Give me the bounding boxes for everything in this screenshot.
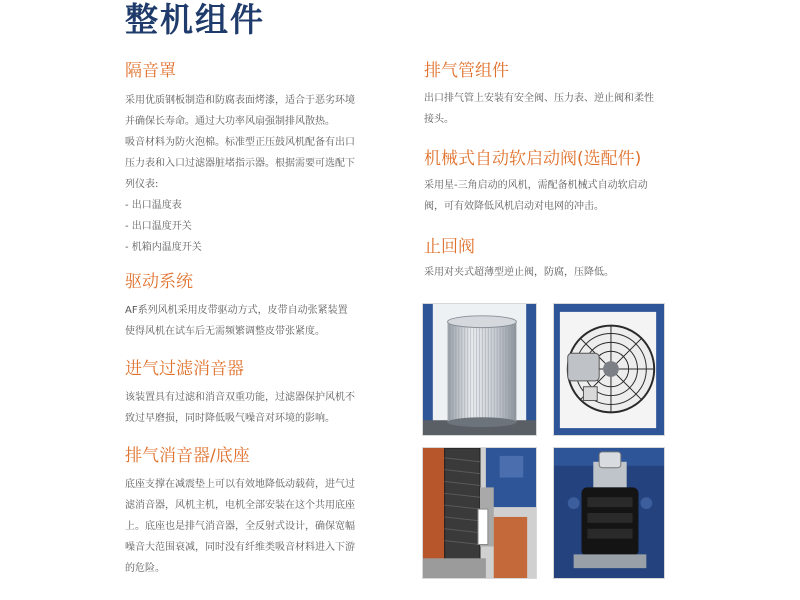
section-text-line: 底座支撑在减震垫上可以有效地降低动载荷，进气过 xyxy=(125,479,355,490)
section-text-line: 采用优质钢板制造和防腐表面烤漆，适合于恶劣环境 xyxy=(125,95,355,106)
section-soundproof-enclosure xyxy=(125,60,355,258)
section-text-line: 并确保长寿命。通过大功率风扇强制排风散热。 xyxy=(125,116,335,127)
instrument-list-item: - 出口温度开关 xyxy=(125,221,192,232)
section-text-line: 列仪表: xyxy=(125,179,159,190)
section-title-intake: 进气过滤消音器 xyxy=(125,359,244,379)
section-check-valve xyxy=(424,236,614,283)
section-exhaust-pipe xyxy=(424,60,654,130)
page-title: 整机组件 xyxy=(125,0,265,39)
section-title-starter: 机械式自动软启动阀(选配件) xyxy=(424,149,642,169)
section-text-line: 采用星-三角启动的风机，需配备机械式自动软启动 xyxy=(424,180,648,191)
section-text-line: 阀，可有效降低风机启动对电网的冲击。 xyxy=(424,201,604,212)
section-text-line: 上。底座也是排气消音器，全反射式设计，确保宽幅 xyxy=(125,521,355,532)
section-text-line: 致过早磨损，同时降低吸气噪音对环境的影响。 xyxy=(125,413,335,424)
section-text-line: 使得风机在试车后无需频繁调整皮带张紧度。 xyxy=(125,326,325,337)
belt-tensioner-photo xyxy=(422,447,537,579)
instrument-list-item: - 出口温度表 xyxy=(125,200,182,211)
section-title-valve: 止回阀 xyxy=(424,237,475,257)
section-title-drive: 驱动系统 xyxy=(125,272,193,292)
section-text-line: 采用对夹式超薄型逆止阀，防腐，压降低。 xyxy=(424,267,614,278)
section-text-line: 接头。 xyxy=(424,114,454,125)
section-text-line: 噪音大范围衰减，同时没有纤维类吸音材料进入下游 xyxy=(125,542,355,553)
section-title-exhaust: 排气消音器/底座 xyxy=(125,446,250,466)
section-exhaust-silencer-base xyxy=(125,445,355,579)
section-text-line: 出口排气管上安装有安全阀、压力表、逆止阀和柔性 xyxy=(424,93,654,104)
section-soft-starter-valve xyxy=(424,148,648,217)
section-title-pipe: 排气管组件 xyxy=(424,61,509,81)
cooling-fan-photo xyxy=(553,303,665,436)
section-text-line: 吸音材料为防火泡棉。标准型正压鼓风机配备有出口 xyxy=(125,137,355,148)
section-intake-silencer xyxy=(125,358,355,429)
section-title-soundproof: 隔音罩 xyxy=(125,61,176,81)
section-drive-system xyxy=(125,271,348,342)
section-text-line: 滤消音器，风机主机，电机全部安装在这个共用底座 xyxy=(125,500,355,511)
check-valve-photo xyxy=(553,447,665,579)
section-text-line: 压力表和入口过滤器脏堵指示器。根据需要可选配下 xyxy=(125,158,355,169)
section-text-line: 的危险。 xyxy=(125,563,165,574)
section-text-line: AF系列风机采用皮带驱动方式，皮带自动张紧装置 xyxy=(125,305,348,316)
filter-element-photo xyxy=(422,303,537,436)
instrument-list-item: - 机箱内温度开关 xyxy=(125,242,202,253)
section-text-line: 该装置具有过滤和消音双重功能，过滤器保护风机不 xyxy=(125,392,355,403)
